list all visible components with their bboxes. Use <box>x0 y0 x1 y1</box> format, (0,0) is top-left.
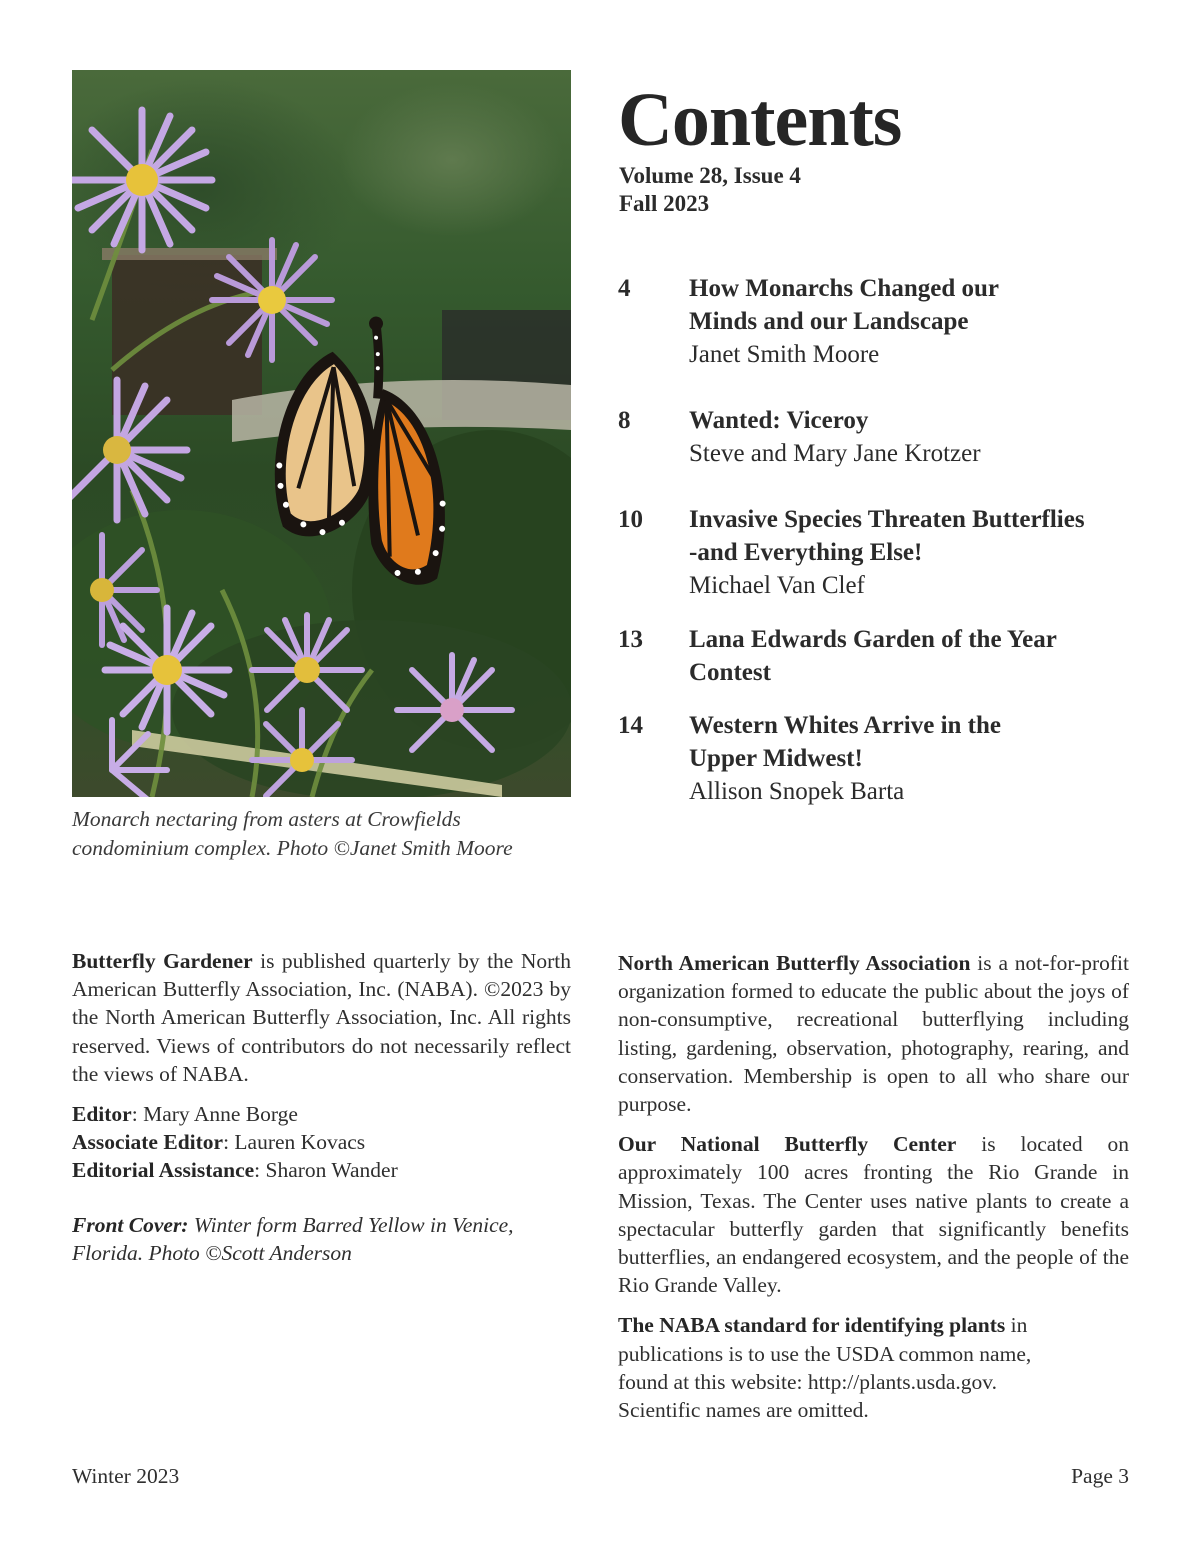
editorial-assistance-label: Editorial Assistance <box>72 1158 255 1183</box>
photo-caption <box>72 805 592 863</box>
toc-author: Michael Van Clef <box>689 572 865 599</box>
editor-label: Editor <box>72 1102 132 1127</box>
toc-title-line: Lana Edwards Garden of the Year <box>689 626 1057 653</box>
toc-title-line: Western Whites Arrive in the <box>689 712 1001 739</box>
monarch-aster-illustration <box>72 70 571 797</box>
footer-page-number: Page 3 <box>1071 1464 1129 1488</box>
toc-author: Steve and Mary Jane Krotzer <box>689 440 981 467</box>
butterfly-center-text: is located on approximately 100 acres fronting the Rio Grande in Mission, Texas. The Center uses native plants to create a spectacular butterfly garden that significantly benefits butterflies, an endangered ecosystem, and the people of the Rio Grande Valley. <box>618 1132 1129 1298</box>
toc-title-line: Minds and our Landscape <box>689 308 969 335</box>
naba-name: North American Butterfly Association <box>618 951 971 975</box>
publication-info-column <box>72 947 571 1267</box>
issue-season: Fall 2023 <box>619 191 710 216</box>
publication-name: Butterfly Gardener <box>72 949 253 973</box>
editor-name: : Mary Anne Borge <box>131 1102 298 1127</box>
editorial-assistance-name: : Sharon Wander <box>254 1158 398 1183</box>
front-cover-credit <box>72 1211 571 1267</box>
plant-standard-paragraph <box>618 1311 1078 1424</box>
toc-title-line: -and Everything Else! <box>689 539 923 566</box>
butterfly-center-name: Our National Butterfly Center <box>618 1132 957 1157</box>
associate-editor-name: : Lauren Kovacs <box>223 1130 366 1155</box>
cover-photo-monarch-asters <box>72 70 571 797</box>
publisher-paragraph <box>72 947 571 1088</box>
toc-page-number: 14 <box>618 712 643 739</box>
editorial-assistance-credit <box>72 1156 571 1184</box>
caption-line-2: condominium complex. Photo ©Janet Smith Moore <box>72 836 513 860</box>
publisher-text: is published quarterly by the North American Butterfly Association, Inc. (NABA). ©2023 by the North American Butterfly Association, Inc. All rights reserved. Views of contributors do not necessarily reflect the views of NABA. <box>72 949 571 1086</box>
toc-page-number: 8 <box>618 407 631 434</box>
toc-title-line: Contest <box>689 659 771 686</box>
editor-credit <box>72 1100 571 1128</box>
footer-issue-label: Winter 2023 <box>72 1464 180 1488</box>
toc-page-number: 10 <box>618 506 643 533</box>
front-cover-text: Winter form Barred Yellow in Venice, Florida. Photo ©Scott Anderson <box>72 1212 514 1265</box>
toc-title-line: Upper Midwest! <box>689 745 863 772</box>
plant-standard-heading: The NABA standard for identifying plants <box>618 1313 1006 1338</box>
associate-editor-label: Associate Editor <box>72 1130 224 1155</box>
associate-editor-credit <box>72 1128 571 1156</box>
toc-page-number: 4 <box>618 275 631 302</box>
naba-info-column <box>618 949 1129 1424</box>
toc-page-number: 13 <box>618 626 643 653</box>
toc-author: Allison Snopek Barta <box>689 778 905 805</box>
naba-paragraph <box>618 949 1129 1118</box>
page-title: Contents <box>618 78 902 162</box>
naba-text: is a not-for-profit organization formed to educate the public about the joys of non-consumptive, recreational butterflying including listing, gardening, observation, photography, rearing, and conservation. Membership is open to all who share our purpose. <box>618 951 1129 1117</box>
plant-standard-text: in publications is to use the USDA common name, found at this website: http://plants.usda.gov. Scientific names are omitted. <box>618 1313 1032 1423</box>
front-cover-label: Front Cover: <box>72 1212 189 1237</box>
toc-title-line: How Monarchs Changed our <box>689 275 999 302</box>
butterfly-center-paragraph <box>618 1130 1129 1299</box>
toc-author: Janet Smith Moore <box>689 341 880 368</box>
volume-issue: Volume 28, Issue 4 <box>619 163 801 188</box>
toc-title-line: Invasive Species Threaten Butterflies <box>689 506 1085 533</box>
toc-title-line: Wanted: Viceroy <box>689 407 869 434</box>
caption-line-1: Monarch nectaring from asters at Crowfields <box>72 807 461 831</box>
